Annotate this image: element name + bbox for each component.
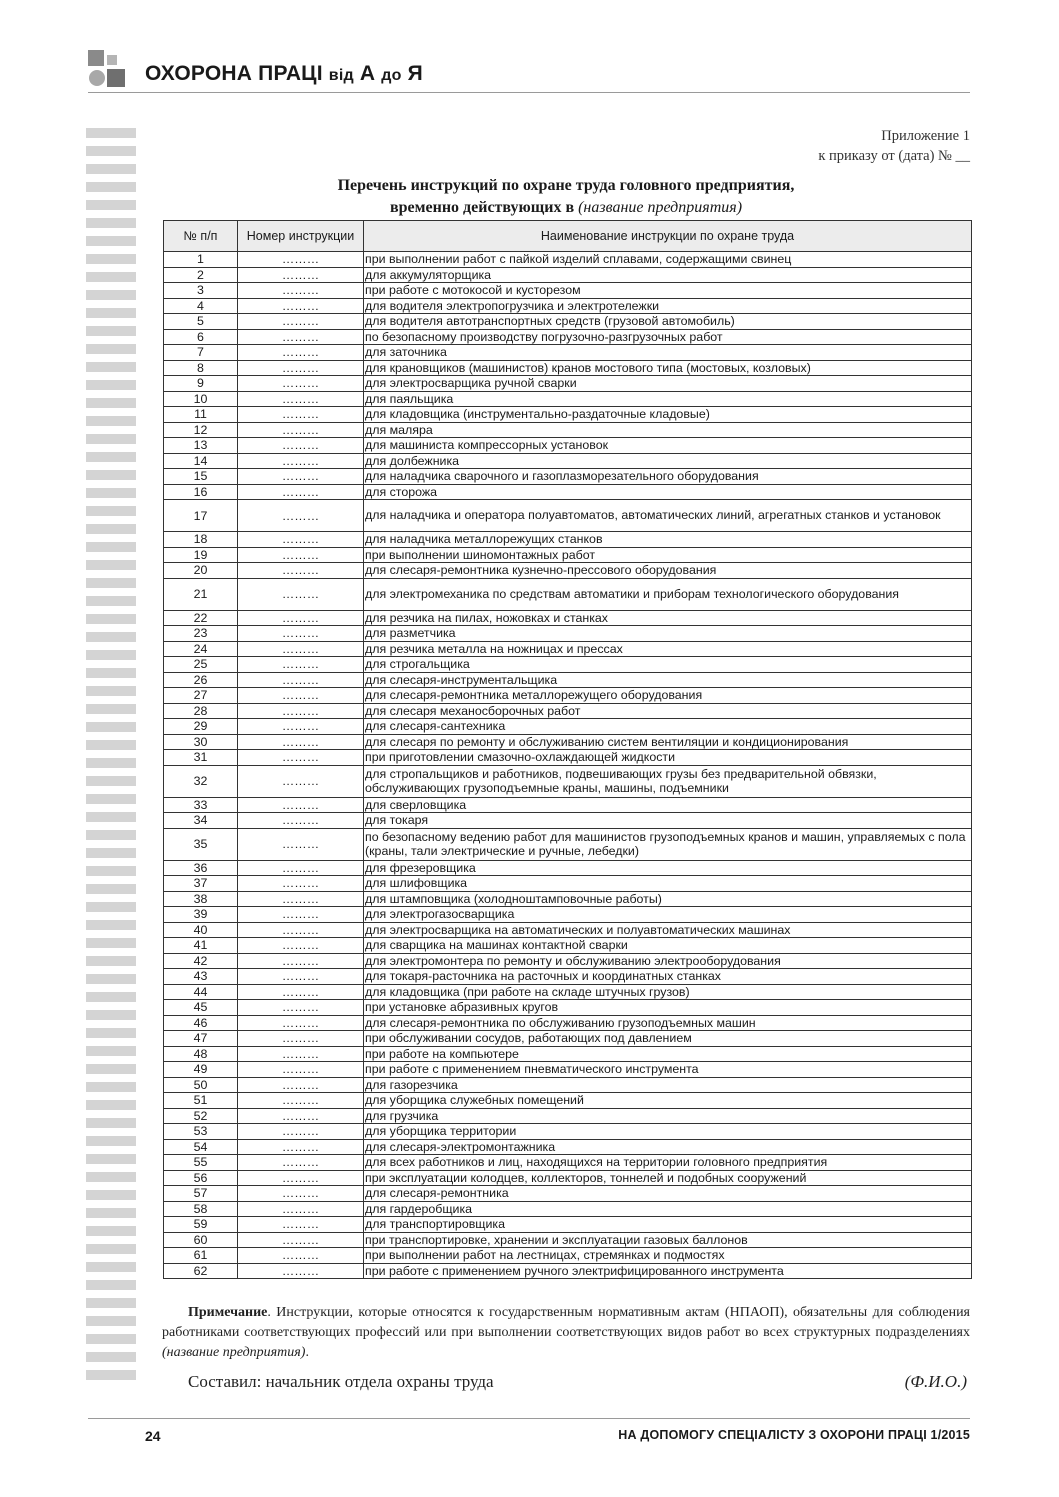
page-number: 24 (145, 1428, 161, 1444)
row-number: 55 (164, 1155, 238, 1171)
row-number: 2 (164, 267, 238, 283)
row-number: 47 (164, 1031, 238, 1047)
instruction-number-placeholder: ……… (238, 1000, 364, 1016)
instruction-name: для грузчика (364, 1108, 972, 1124)
row-number: 58 (164, 1201, 238, 1217)
instruction-name: для электросварщика ручной сварки (364, 376, 972, 392)
row-number: 31 (164, 750, 238, 766)
instruction-name: для шлифовщика (364, 876, 972, 892)
table-row (164, 657, 972, 673)
instruction-number-placeholder: ……… (238, 1170, 364, 1186)
instruction-number-placeholder: ……… (238, 376, 364, 392)
instruction-number-placeholder: ……… (238, 1108, 364, 1124)
instruction-name: при работе с мотокосой и кусторезом (364, 283, 972, 299)
row-number: 27 (164, 688, 238, 704)
table-row (164, 1077, 972, 1093)
row-number: 15 (164, 469, 238, 485)
instruction-number-placeholder: ……… (238, 719, 364, 735)
instruction-name: при выполнении работ с пайкой изделий сплавами, содержащими свинец (364, 252, 972, 268)
instruction-name: для газорезчика (364, 1077, 972, 1093)
table-row (164, 969, 972, 985)
row-number: 11 (164, 407, 238, 423)
instruction-name: для уборщика территории (364, 1124, 972, 1140)
instruction-name: по безопасному ведению работ для машинистов грузоподъемных кранов и машин, управляемых с пола (краны, тали электрические и ручные, лебедки) (364, 828, 972, 860)
row-number: 24 (164, 641, 238, 657)
instruction-name: при приготовлении смазочно-охлаждающей жидкости (364, 750, 972, 766)
table-row (164, 563, 972, 579)
row-number: 49 (164, 1062, 238, 1078)
instruction-number-placeholder: ……… (238, 1093, 364, 1109)
instruction-number-placeholder: ……… (238, 314, 364, 330)
instruction-name: для уборщика служебных помещений (364, 1093, 972, 1109)
instruction-name: для электромеханика по средствам автоматики и приборам технологического оборудования (364, 578, 972, 610)
table-row (164, 500, 972, 532)
instruction-number-placeholder: ……… (238, 765, 364, 797)
instruction-number-placeholder: ……… (238, 422, 364, 438)
row-number: 54 (164, 1139, 238, 1155)
decorative-side-strip (86, 128, 136, 1388)
instruction-number-placeholder: ……… (238, 1217, 364, 1233)
instruction-name: для слесаря-ремонтника по обслуживанию грузоподъемных машин (364, 1015, 972, 1031)
instruction-number-placeholder: ……… (238, 1062, 364, 1078)
table-row (164, 1170, 972, 1186)
table-row (164, 703, 972, 719)
row-number: 14 (164, 453, 238, 469)
appendix-label: Приложение 1 (881, 128, 970, 144)
instruction-name: по безопасному производству погрузочно-разгрузочных работ (364, 329, 972, 345)
row-number: 46 (164, 1015, 238, 1031)
row-number: 50 (164, 1077, 238, 1093)
instruction-number-placeholder: ……… (238, 453, 364, 469)
header-divider (88, 92, 970, 93)
table-row (164, 626, 972, 642)
document-title: Перечень инструкций по охране труда головного предприятия, временно действующих в (название предприятия) (337, 177, 795, 216)
row-number: 26 (164, 672, 238, 688)
table-row (164, 1046, 972, 1062)
column-header-instruction-number: Номер инструкции (238, 221, 364, 252)
instruction-number-placeholder: ……… (238, 1201, 364, 1217)
column-header-instruction-name: Наименование инструкции по охране труда (364, 221, 972, 252)
table-row (164, 578, 972, 610)
composed-by: Составил: начальник отдела охраны труда (188, 1372, 494, 1391)
instruction-name: для кладовщика (инструментально-раздаточные кладовые) (364, 407, 972, 423)
row-number: 8 (164, 360, 238, 376)
table-row (164, 484, 972, 500)
row-number: 39 (164, 907, 238, 923)
table-row (164, 719, 972, 735)
table-row (164, 547, 972, 563)
instruction-name: для слесаря-инструментальщика (364, 672, 972, 688)
row-number: 43 (164, 969, 238, 985)
instruction-name: для аккумуляторщика (364, 267, 972, 283)
instruction-number-placeholder: ……… (238, 610, 364, 626)
instruction-name: для токаря (364, 813, 972, 829)
row-number: 23 (164, 626, 238, 642)
row-number: 45 (164, 1000, 238, 1016)
table-row (164, 891, 972, 907)
instruction-number-placeholder: ……… (238, 797, 364, 813)
table-row (164, 1232, 972, 1248)
row-number: 56 (164, 1170, 238, 1186)
table-row (164, 922, 972, 938)
row-number: 61 (164, 1248, 238, 1264)
instruction-number-placeholder: ……… (238, 283, 364, 299)
table-row (164, 907, 972, 923)
instruction-number-placeholder: ……… (238, 407, 364, 423)
row-number: 1 (164, 252, 238, 268)
row-number: 53 (164, 1124, 238, 1140)
instruction-name: для сварщика на машинах контактной сварки (364, 938, 972, 954)
table-row (164, 688, 972, 704)
instruction-number-placeholder: ……… (238, 750, 364, 766)
instruction-name: при работе с применением ручного электрифицированного инструмента (364, 1263, 972, 1279)
table-row (164, 1217, 972, 1233)
table-row (164, 1155, 972, 1171)
instruction-number-placeholder: ……… (238, 984, 364, 1000)
instruction-number-placeholder: ……… (238, 641, 364, 657)
table-row (164, 953, 972, 969)
magazine-logo-icon (88, 50, 128, 90)
row-number: 62 (164, 1263, 238, 1279)
appendix-order-ref: к приказу от (дата) № __ (818, 148, 970, 164)
instruction-name: для слесаря-ремонтника металлорежущего оборудования (364, 688, 972, 704)
instruction-name: при установке абразивных кругов (364, 1000, 972, 1016)
instruction-name: для резчика на пилах, ножовках и станках (364, 610, 972, 626)
instruction-number-placeholder: ……… (238, 657, 364, 673)
instruction-name: для сверловщика (364, 797, 972, 813)
instruction-name: для слесаря-ремонтника кузнечно-прессового оборудования (364, 563, 972, 579)
table-row (164, 1186, 972, 1202)
instruction-number-placeholder: ……… (238, 532, 364, 548)
table-row (164, 813, 972, 829)
table-row (164, 1263, 972, 1279)
table-row (164, 828, 972, 860)
table-row (164, 1031, 972, 1047)
row-number: 59 (164, 1217, 238, 1233)
instruction-name: для фрезеровщика (364, 860, 972, 876)
row-number: 42 (164, 953, 238, 969)
instruction-name: для транспортировщика (364, 1217, 972, 1233)
instruction-name: для заточника (364, 345, 972, 361)
row-number: 34 (164, 813, 238, 829)
instruction-name: для наладчика сварочного и газоплазморезательного оборудования (364, 469, 972, 485)
instruction-name: для слесаря-сантехника (364, 719, 972, 735)
instruction-number-placeholder: ……… (238, 298, 364, 314)
instruction-name: для маляра (364, 422, 972, 438)
instruction-name: при обслуживании сосудов, работающих под давлением (364, 1031, 972, 1047)
row-number: 9 (164, 376, 238, 392)
instruction-name: для стропальщиков и работников, подвешивающих грузы без предварительной обвязки, обслуживающих грузоподъемные краны, машины, подъемники (364, 765, 972, 797)
instruction-name: для электромонтера по ремонту и обслуживанию электрооборудования (364, 953, 972, 969)
table-row (164, 610, 972, 626)
table-row (164, 329, 972, 345)
instruction-number-placeholder: ……… (238, 1139, 364, 1155)
row-number: 30 (164, 734, 238, 750)
row-number: 16 (164, 484, 238, 500)
row-number: 25 (164, 657, 238, 673)
instructions-table (163, 220, 972, 1279)
row-number: 18 (164, 532, 238, 548)
instruction-name: для паяльщика (364, 391, 972, 407)
table-row (164, 876, 972, 892)
table-row (164, 453, 972, 469)
instruction-number-placeholder: ……… (238, 329, 364, 345)
table-row (164, 360, 972, 376)
row-number: 57 (164, 1186, 238, 1202)
instruction-name: при эксплуатации колодцев, коллекторов, тоннелей и подобных сооружений (364, 1170, 972, 1186)
row-number: 33 (164, 797, 238, 813)
instruction-name: для наладчика металлорежущих станков (364, 532, 972, 548)
row-number: 10 (164, 391, 238, 407)
table-row (164, 765, 972, 797)
row-number: 37 (164, 876, 238, 892)
table-row (164, 797, 972, 813)
instruction-number-placeholder: ……… (238, 688, 364, 704)
table-row (164, 1093, 972, 1109)
instruction-number-placeholder: ……… (238, 703, 364, 719)
table-row (164, 283, 972, 299)
instruction-number-placeholder: ……… (238, 1046, 364, 1062)
row-number: 35 (164, 828, 238, 860)
table-row (164, 438, 972, 454)
row-number: 12 (164, 422, 238, 438)
table-row (164, 672, 972, 688)
instruction-name: для резчика металла на ножницах и прессах (364, 641, 972, 657)
row-number: 51 (164, 1093, 238, 1109)
instruction-name: для долбежника (364, 453, 972, 469)
instruction-number-placeholder: ……… (238, 1124, 364, 1140)
instruction-number-placeholder: ……… (238, 1232, 364, 1248)
instruction-name: для машиниста компрессорных установок (364, 438, 972, 454)
instruction-number-placeholder: ……… (238, 1186, 364, 1202)
instruction-number-placeholder: ……… (238, 360, 364, 376)
table-row (164, 345, 972, 361)
table-row (164, 984, 972, 1000)
row-number: 60 (164, 1232, 238, 1248)
row-number: 52 (164, 1108, 238, 1124)
table-row (164, 469, 972, 485)
instruction-name: для сторожа (364, 484, 972, 500)
table-row (164, 252, 972, 268)
row-number: 22 (164, 610, 238, 626)
instruction-number-placeholder: ……… (238, 1248, 364, 1264)
instruction-name: для кладовщика (при работе на складе штучных грузов) (364, 984, 972, 1000)
footer-divider (88, 1418, 970, 1419)
row-number: 44 (164, 984, 238, 1000)
magazine-header-title: ОХОРОНА ПРАЦІ від А до Я (145, 62, 423, 85)
instruction-number-placeholder: ……… (238, 578, 364, 610)
row-number: 13 (164, 438, 238, 454)
instruction-number-placeholder: ……… (238, 734, 364, 750)
row-number: 41 (164, 938, 238, 954)
table-row (164, 1062, 972, 1078)
row-number: 4 (164, 298, 238, 314)
instruction-number-placeholder: ……… (238, 907, 364, 923)
table-row (164, 267, 972, 283)
instruction-number-placeholder: ……… (238, 672, 364, 688)
row-number: 32 (164, 765, 238, 797)
instruction-number-placeholder: ……… (238, 563, 364, 579)
note-paragraph: Примечание. Инструкции, которые относятся к государственным нормативным актам (НПАОП), обязательны для соблюдения работниками соответствующих профессий или при выполнении соответствующих видов работ во всех структурных подразделениях (название предприятия). (162, 1305, 970, 1360)
instruction-number-placeholder: ……… (238, 345, 364, 361)
instruction-name: для гардеробщика (364, 1201, 972, 1217)
row-number: 36 (164, 860, 238, 876)
instruction-number-placeholder: ……… (238, 1015, 364, 1031)
instruction-name: для электросварщика на автоматических и полуавтоматических машинах (364, 922, 972, 938)
row-number: 29 (164, 719, 238, 735)
instruction-number-placeholder: ……… (238, 922, 364, 938)
instruction-name: для токаря-расточника на расточных и координатных станках (364, 969, 972, 985)
instruction-name: при работе на компьютере (364, 1046, 972, 1062)
table-row (164, 1000, 972, 1016)
instruction-name: при работе с применением пневматического инструмента (364, 1062, 972, 1078)
instruction-number-placeholder: ……… (238, 252, 364, 268)
instruction-name: для слесаря по ремонту и обслуживанию систем вентиляции и кондиционирования (364, 734, 972, 750)
table-row (164, 407, 972, 423)
instruction-number-placeholder: ……… (238, 860, 364, 876)
table-row (164, 422, 972, 438)
instruction-number-placeholder: ……… (238, 876, 364, 892)
row-number: 28 (164, 703, 238, 719)
column-header-number: № п/п (164, 221, 238, 252)
instruction-name: для разметчика (364, 626, 972, 642)
instruction-name: при выполнении работ на лестницах, стремянках и подмостях (364, 1248, 972, 1264)
row-number: 20 (164, 563, 238, 579)
table-row (164, 641, 972, 657)
table-row (164, 1108, 972, 1124)
instruction-name: для водителя автотранспортных средств (грузовой автомобиль) (364, 314, 972, 330)
appendix-block (818, 126, 970, 166)
instruction-name: для всех работников и лиц, находящихся на территории головного предприятия (364, 1155, 972, 1171)
instruction-number-placeholder: ……… (238, 938, 364, 954)
instruction-number-placeholder: ……… (238, 469, 364, 485)
instruction-name: для наладчика и оператора полуавтоматов, автоматических линий, агрегатных станков и установок (364, 500, 972, 532)
instruction-number-placeholder: ……… (238, 953, 364, 969)
instruction-name: при выполнении шиномонтажных работ (364, 547, 972, 563)
table-row (164, 1248, 972, 1264)
instruction-name: при транспортировке, хранении и эксплуатации газовых баллонов (364, 1232, 972, 1248)
instruction-number-placeholder: ……… (238, 1155, 364, 1171)
row-number: 5 (164, 314, 238, 330)
instruction-number-placeholder: ……… (238, 1077, 364, 1093)
row-number: 40 (164, 922, 238, 938)
row-number: 7 (164, 345, 238, 361)
table-row (164, 734, 972, 750)
table-row (164, 860, 972, 876)
instruction-name: для строгальщика (364, 657, 972, 673)
instruction-name: для электрогазосварщика (364, 907, 972, 923)
row-number: 6 (164, 329, 238, 345)
row-number: 21 (164, 578, 238, 610)
table-row (164, 376, 972, 392)
table-row (164, 532, 972, 548)
row-number: 48 (164, 1046, 238, 1062)
instruction-number-placeholder: ……… (238, 391, 364, 407)
instruction-number-placeholder: ……… (238, 813, 364, 829)
row-number: 19 (164, 547, 238, 563)
instruction-number-placeholder: ……… (238, 547, 364, 563)
instruction-number-placeholder: ……… (238, 500, 364, 532)
table-row (164, 391, 972, 407)
row-number: 3 (164, 283, 238, 299)
instruction-name: для водителя электропогрузчика и электротележки (364, 298, 972, 314)
row-number: 38 (164, 891, 238, 907)
instruction-number-placeholder: ……… (238, 1031, 364, 1047)
instruction-name: для штамповщика (холодноштамповочные работы) (364, 891, 972, 907)
table-row (164, 1139, 972, 1155)
footer-journal-title: НА ДОПОМОГУ СПЕЦІАЛІСТУ З ОХОРОНИ ПРАЦІ 1/2015 (618, 1428, 970, 1442)
table-row (164, 1015, 972, 1031)
instruction-number-placeholder: ……… (238, 891, 364, 907)
instruction-number-placeholder: ……… (238, 969, 364, 985)
instruction-number-placeholder: ……… (238, 626, 364, 642)
instruction-number-placeholder: ……… (238, 828, 364, 860)
table-row (164, 750, 972, 766)
table-row (164, 1124, 972, 1140)
instruction-number-placeholder: ……… (238, 484, 364, 500)
signature-name-placeholder: (Ф.И.О.) (904, 1372, 967, 1391)
instruction-name: для слесаря-ремонтника (364, 1186, 972, 1202)
instruction-name: для слесаря-электромонтажника (364, 1139, 972, 1155)
instruction-name: для крановщиков (машинистов) кранов мостового типа (мостовых, козловых) (364, 360, 972, 376)
instruction-number-placeholder: ……… (238, 267, 364, 283)
row-number: 17 (164, 500, 238, 532)
table-row (164, 314, 972, 330)
instruction-number-placeholder: ……… (238, 1263, 364, 1279)
table-row (164, 938, 972, 954)
table-row (164, 298, 972, 314)
instruction-name: для слесаря механосборочных работ (364, 703, 972, 719)
instruction-number-placeholder: ……… (238, 438, 364, 454)
table-row (164, 1201, 972, 1217)
